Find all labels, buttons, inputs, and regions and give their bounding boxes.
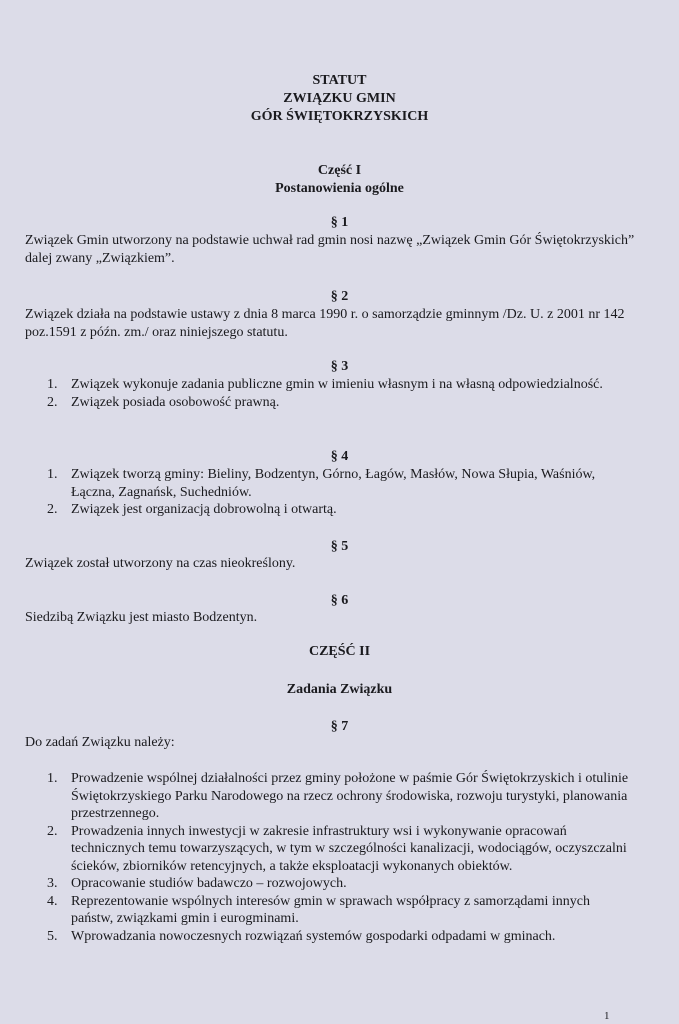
list-item: 1. Związek tworzą gminy: Bieliny, Bodzentyn, Górno, Łagów, Masłów, Nowa Słupia, Waśniów, Łączna, Zagnańsk, Suchedniów. — [47, 467, 596, 500]
section-3-sign: § 3 — [330, 359, 349, 374]
list-item: 1. Związek wykonuje zadania publiczne gmin w imieniu własnym i na własną odpowiedzialność. — [47, 377, 603, 392]
section-1-sign: § 1 — [330, 215, 349, 230]
section-4-list — [25, 466, 635, 519]
list-item: 1. Prowadzenie wspólnej działalności przez gminy położone w paśmie Gór Świętokrzyskich i otulinie Świętokrzyskiego Parku Narodowego na rzecz ochrony środowiska, rozwoju turystyki, planowania przestrzennego. — [47, 771, 629, 821]
part1-heading: Część I — [317, 163, 362, 178]
section-4-sign: § 4 — [330, 449, 349, 464]
section-2-sign: § 2 — [330, 289, 349, 304]
section-5-text: Związek został utworzony na czas nieokreślony. — [25, 556, 296, 571]
part2-heading: CZĘŚĆ II — [308, 644, 371, 659]
list-item: 4. Reprezentowanie wspólnych interesów gmin w sprawach współpracy z samorządami innych państw, związkami gmin i eurogminami. — [47, 893, 591, 926]
list-item: 2. Związek jest organizacją dobrowolną i otwartą. — [47, 502, 337, 517]
page-number: 1 — [604, 1010, 610, 1022]
list-item: 3. Opracowanie studiów badawczo – rozwojowych. — [47, 876, 347, 891]
section-6-text: Siedzibą Związku jest miasto Bodzentyn. — [25, 610, 258, 625]
part1-subheading: Postanowienia ogólne — [275, 181, 404, 196]
title-line-3: GÓR ŚWIĘTOKRZYSKICH — [250, 109, 429, 124]
list-item: 2. Prowadzenia innych inwestycji w zakresie infrastruktury wsi i wykonywanie opracowań technicznych temu towarzyszących, w tym w szczególności kanalizacji, wodociągów, oczyszczalni ścieków, zbiorników retencyjnych, a także eksploatacji wykonanych obiektów. — [47, 823, 627, 874]
list-item: 2. Związek posiada osobowość prawną. — [47, 394, 280, 410]
document-title — [0, 72, 679, 126]
section-2-text: Związek działa na podstawie ustawy z dnia 8 marca 1990 r. o samorządzie gminnym /Dz. U. z 2001 nr 142 poz.1591 z późn. zm./ oraz niniejszego statutu. — [25, 307, 625, 340]
section-3-list — [25, 376, 635, 411]
part2-subheading: Zadania Związku — [286, 682, 393, 697]
section-7-list — [25, 770, 635, 945]
title-line-2: ZWIĄZKU GMIN — [283, 91, 396, 106]
section-6-sign: § 6 — [330, 593, 349, 608]
title-line-1: STATUT — [312, 73, 367, 88]
section-7-sign: § 7 — [330, 719, 349, 734]
list-item: 5. Wprowadzania nowoczesnych rozwiązań systemów gospodarki odpadami w gminach. — [47, 928, 556, 944]
section-1-text: Związek Gmin utworzony na podstawie uchwał rad gmin nosi nazwę „Związek Gmin Gór Świętokrzyskich” dalej zwany „Związkiem”. — [25, 233, 635, 266]
section-7-intro: Do zadań Związku należy: — [25, 735, 175, 750]
section-5-sign: § 5 — [330, 539, 349, 554]
